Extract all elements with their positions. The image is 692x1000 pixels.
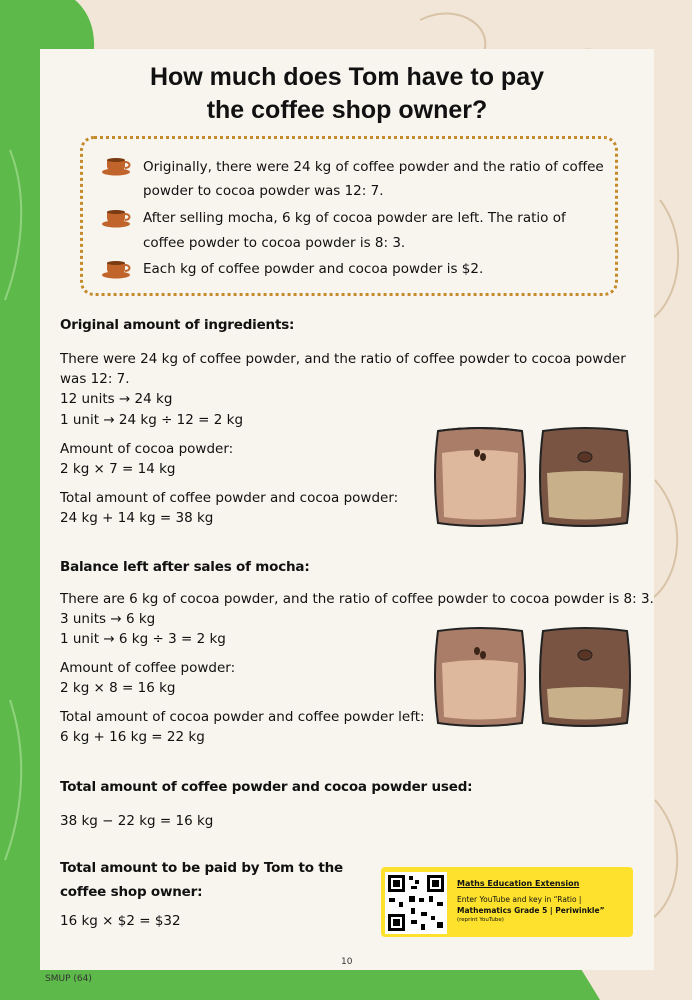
section2-intro: There are 6 kg of cocoa powder, and the ratio of coffee powder to cocoa powder is 8: 3. xyxy=(60,591,654,607)
page-title xyxy=(40,61,654,127)
title-line-2: the coffee shop owner? xyxy=(206,96,488,124)
section1-heading: Original amount of ingredients: xyxy=(60,317,295,333)
section3-heading: Total amount of coffee powder and cocoa powder used: xyxy=(60,779,473,795)
worksheet-card xyxy=(40,49,654,970)
qr-note: (reprint YouTube) xyxy=(457,917,504,923)
section2-total-label: Total amount of cocoa powder and coffee powder left: xyxy=(60,709,425,725)
section4-heading-line-1: Total amount to be paid by Tom to the xyxy=(60,860,343,876)
coffee-cup-icon xyxy=(101,259,133,279)
section1-total-calc: 24 kg + 14 kg = 38 kg xyxy=(60,510,214,526)
section3-calc: 38 kg − 22 kg = 16 kg xyxy=(60,813,214,829)
section2-step-1: 3 units → 6 kg xyxy=(60,611,156,627)
section1-cocoa-label: Amount of cocoa powder: xyxy=(60,441,234,457)
section1-intro-line-1: There were 24 kg of coffee powder, and the ratio of coffee powder to cocoa powder xyxy=(60,351,626,367)
section1-cocoa-calc: 2 kg × 7 = 14 kg xyxy=(60,461,176,477)
given-2-line-1: After selling mocha, 6 kg of cocoa powder are left. The ratio of xyxy=(143,210,566,226)
coffee-powder-bag-icon xyxy=(430,427,530,529)
title-line-1: How much does Tom have to pay xyxy=(149,63,545,91)
qr-extension-box[interactable] xyxy=(381,867,633,937)
coffee-cup-icon xyxy=(101,208,133,228)
given-1-line-1: Originally, there were 24 kg of coffee powder and the ratio of coffee xyxy=(143,159,604,175)
footer-code: SMUP (64) xyxy=(45,974,92,984)
section2-coffee-calc: 2 kg × 8 = 16 kg xyxy=(60,680,176,696)
section2-total-calc: 6 kg + 16 kg = 22 kg xyxy=(60,729,205,745)
section1-step-1: 12 units → 24 kg xyxy=(60,391,173,407)
cocoa-powder-bag-icon xyxy=(535,627,635,729)
qr-heading: Maths Education Extension xyxy=(457,879,580,888)
section1-intro-line-2: was 12: 7. xyxy=(60,371,130,387)
section4-calc: 16 kg × $2 = $32 xyxy=(60,913,181,929)
qr-code-icon[interactable] xyxy=(385,872,447,934)
section2-step-2: 1 unit → 6 kg ÷ 3 = 2 kg xyxy=(60,631,226,647)
given-1-line-2: powder to cocoa powder was 12: 7. xyxy=(143,183,384,199)
qr-line-2: Mathematics Grade 5 | Periwinkle” xyxy=(457,906,605,915)
given-info-box xyxy=(80,136,618,296)
qr-line-1: Enter YouTube and key in “Ratio | xyxy=(457,895,582,904)
coffee-cup-icon xyxy=(101,156,133,176)
cocoa-powder-bag-icon xyxy=(535,427,635,529)
section2-heading: Balance left after sales of mocha: xyxy=(60,559,310,575)
given-2-line-2: coffee powder to cocoa powder is 8: 3. xyxy=(143,235,406,251)
section2-coffee-label: Amount of coffee powder: xyxy=(60,660,236,676)
coffee-powder-bag-icon xyxy=(430,627,530,729)
section1-step-2: 1 unit → 24 kg ÷ 12 = 2 kg xyxy=(60,412,244,428)
section1-total-label: Total amount of coffee powder and cocoa powder: xyxy=(60,490,399,506)
section4-heading-line-2: coffee shop owner: xyxy=(60,884,203,900)
given-3-line-1: Each kg of coffee powder and cocoa powder is $2. xyxy=(143,261,484,277)
page-number: 10 xyxy=(341,957,353,967)
